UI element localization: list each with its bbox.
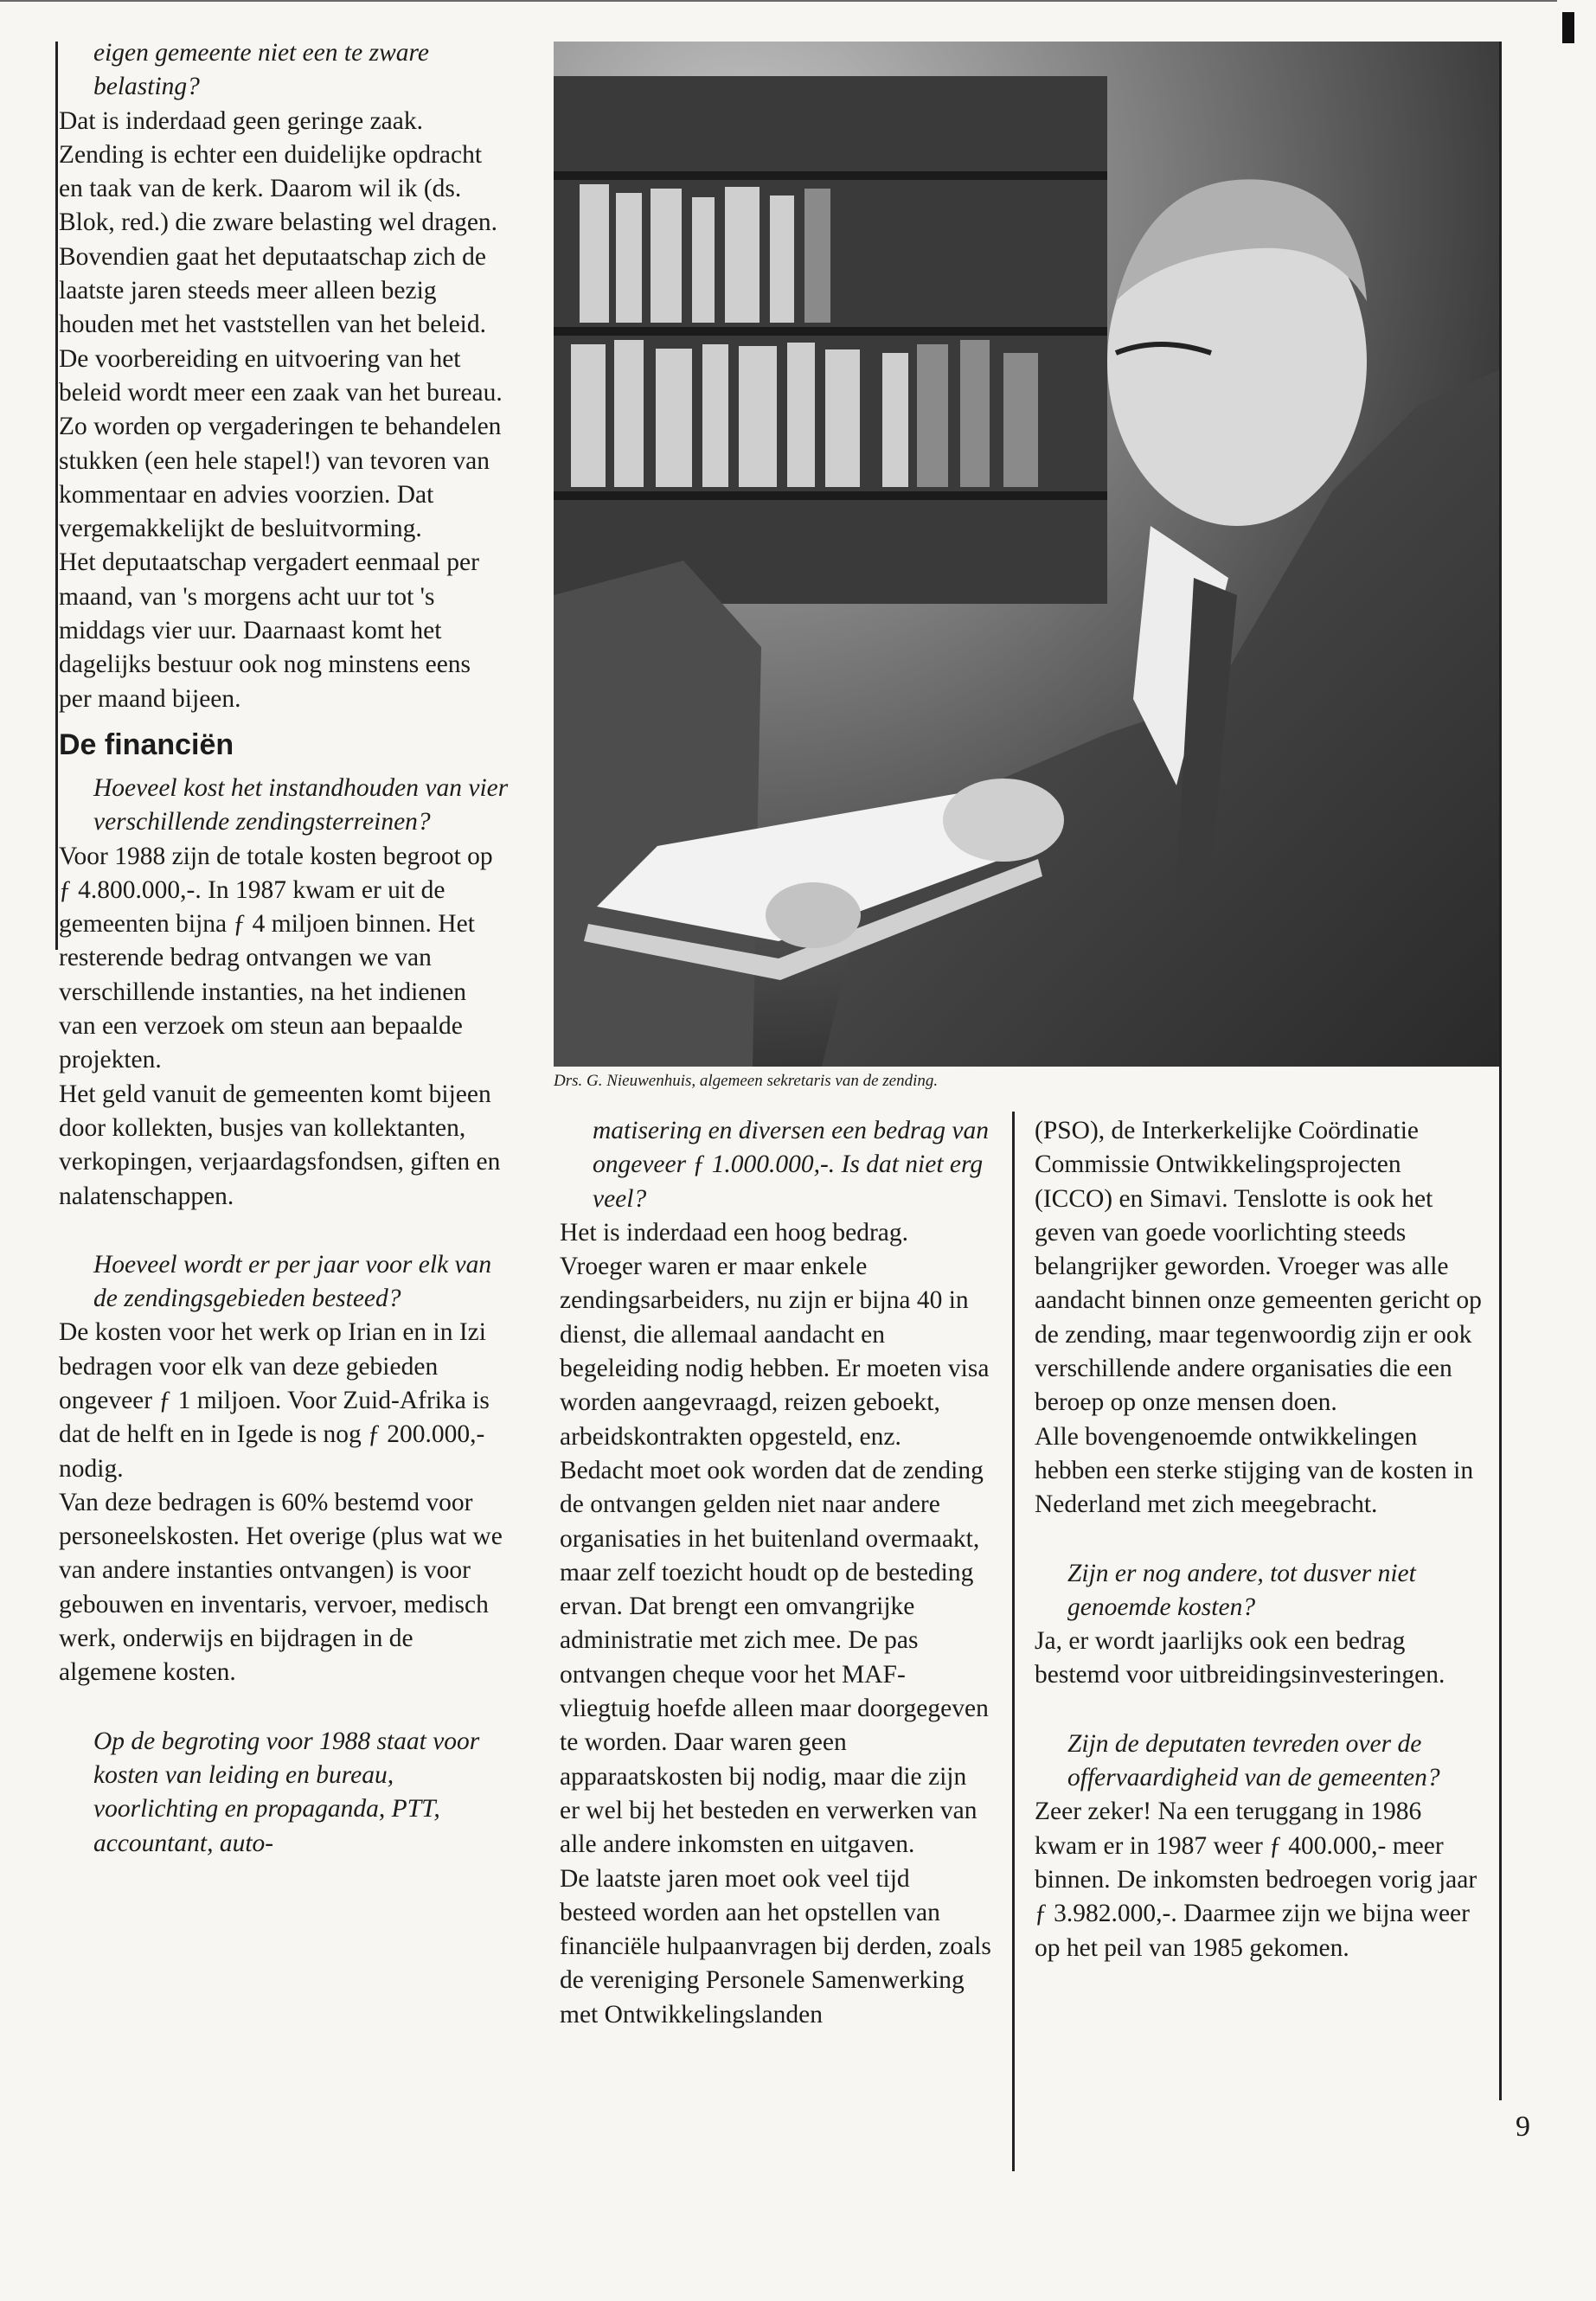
section-heading: De financiën <box>59 727 234 761</box>
column-rule-outer <box>1499 42 1502 2100</box>
question: Hoeveel wordt er per jaar voor elk van de zendingsgebieden besteed? <box>93 1250 492 1313</box>
answer-paragraph: Bedacht moet ook worden dat de zending de ontvangen gelden niet naar andere organisaties in het buitenland overmaakt, maar zelf toezicht houdt op de besteding ervan. Dat brengt een omvangrijke administratie met zich mee. De pas ontvangen cheque voor het MAF-vliegtuig hoefde alleen maar doorgegeven te worden. Daar waren geen apparaatskosten bij nodig, maar die zijn er wel bij het besteden en verwerken van alle andere inkomsten en uitgaven. <box>560 1456 989 1859</box>
photo-caption: Drs. G. Nieuwenhuis, algemeen sekretaris van de zending. <box>554 1072 939 1090</box>
top-rule <box>0 0 1557 2</box>
photo-illustration <box>554 42 1499 1067</box>
question: Zijn er nog andere, tot dusver niet genoemde kosten? <box>1067 1559 1416 1621</box>
answer-paragraph: De kosten voor het werk op Irian en in Izi bedragen voor elk van deze gebieden ongeveer ƒ 1 miljoen. Voor Zuid-Afrika is dat de helft en in Igede is nog ƒ 200.000,- nodig. <box>59 1318 490 1483</box>
column-3 <box>1035 1114 1484 1965</box>
page-number: 9 <box>1516 2111 1530 2143</box>
column-1 <box>59 36 509 1861</box>
column-rule-left <box>55 42 58 950</box>
answer-paragraph: Dat is inderdaad geen geringe zaak. Zending is echter een duidelijke opdracht en taak van de kerk. Daarom wil ik (ds. Blok, red.) die zware belasting wel dragen. <box>59 106 498 237</box>
answer-paragraph: Het deputaatschap vergadert eenmaal per maand, van 's morgens acht uur tot 's middags vier uur. Daarnaast komt het dagelijks bestuur ook nog minstens eens per maand bijeen. <box>59 548 479 713</box>
answer-paragraph: Alle bovengenoemde ontwikkelingen hebben een sterke stijging van de kosten in Nederland met zich meegebracht. <box>1035 1422 1474 1519</box>
question: matisering en diversen een bedrag van ongeveer ƒ 1.000.000,-. Is dat niet erg veel? <box>593 1117 989 1213</box>
column-2 <box>560 1114 992 2032</box>
question: Hoeveel kost het instandhouden van vier verschillende zendingsterreinen? <box>93 773 509 836</box>
answer-paragraph: Het is inderdaad een hoog bedrag. Vroeger waren er maar enkele zendingsarbeiders, nu zijn er bijna 40 in dienst, die allemaal aandacht en begeleiding nodig hebben. Er moeten visa worden aangevraagd, reizen geboekt, arbeidskontrakten opgesteld, enz. <box>560 1218 990 1451</box>
answer-paragraph: Bovendien gaat het deputaatschap zich de laatste jaren steeds meer alleen bezig houden met het vaststellen van het beleid. De voorbereiding en uitvoering van het beleid wordt meer een zaak van het bureau. Zo worden op vergaderingen te behandelen stukken (een hele stapel!) van tevoren van kommentaar en advies voorzien. Dat vergemakkelijkt de besluitvorming. <box>59 242 503 543</box>
question-intro: eigen gemeente niet een te zware belasting? <box>93 39 429 101</box>
answer-paragraph: (PSO), de Interkerkelijke Coördinatie Commissie Ontwikkelingsprojecten (ICCO) en Simavi. Tenslotte is ook het geven van goede voorlichting steeds belangrijker geworden. Vroeger was alle aandacht binnen onze gemeenten gericht op de zending, maar tegenwoordig zijn er ook verschillende andere organisaties die een beroep op onze mensen doen. <box>1035 1117 1482 1417</box>
question: Zijn de deputaten tevreden over de offervaardigheid van de gemeenten? <box>1067 1729 1440 1792</box>
answer-paragraph: De laatste jaren moet ook veel tijd besteed worden aan het opstellen van financiële hulpaanvragen bij derden, zoals de vereniging Personele Samenwerking met Ontwikkelingslanden <box>560 1864 991 2029</box>
answer-paragraph: Ja, er wordt jaarlijks ook een bedrag bestemd voor uitbreidingsinvesteringen. <box>1035 1627 1445 1689</box>
answer-paragraph: Van deze bedragen is 60% bestemd voor personeelskosten. Het overige (plus wat we van andere instanties ontvangen) is voor gebouwen en inventaris, vervoer, medisch werk, onderwijs en bijdragen in de algemene kosten. <box>59 1488 503 1687</box>
page-edge-mark <box>1562 12 1574 43</box>
question: Op de begroting voor 1988 staat voor kosten van leiding en bureau, voorlichting en propaganda, PTT, accountant, auto- <box>93 1727 480 1857</box>
column-rule-right <box>1012 1112 1015 2171</box>
answer-paragraph: Voor 1988 zijn de totale kosten begroot op ƒ 4.800.000,-. In 1987 kwam er uit de gemeenten bijna ƒ 4 miljoen binnen. Het resterende bedrag ontvangen we van verschillende instanties, na het indienen van een verzoek om steun aan bepaalde projekten. <box>59 842 493 1074</box>
answer-paragraph: Het geld vanuit de gemeenten komt bijeen door kollekten, busjes van kollektanten, verkopingen, verjaardagsfondsen, giften en nalatenschappen. <box>59 1080 501 1210</box>
answer-paragraph: Zeer zeker! Na een teruggang in 1986 kwam er in 1987 weer ƒ 400.000,- meer binnen. De inkomsten bedroegen vorig jaar ƒ 3.982.000,-. Daarmee zijn we bijna weer op het peil van 1985 gekomen. <box>1035 1798 1477 1962</box>
portrait-photo <box>554 42 1499 1067</box>
